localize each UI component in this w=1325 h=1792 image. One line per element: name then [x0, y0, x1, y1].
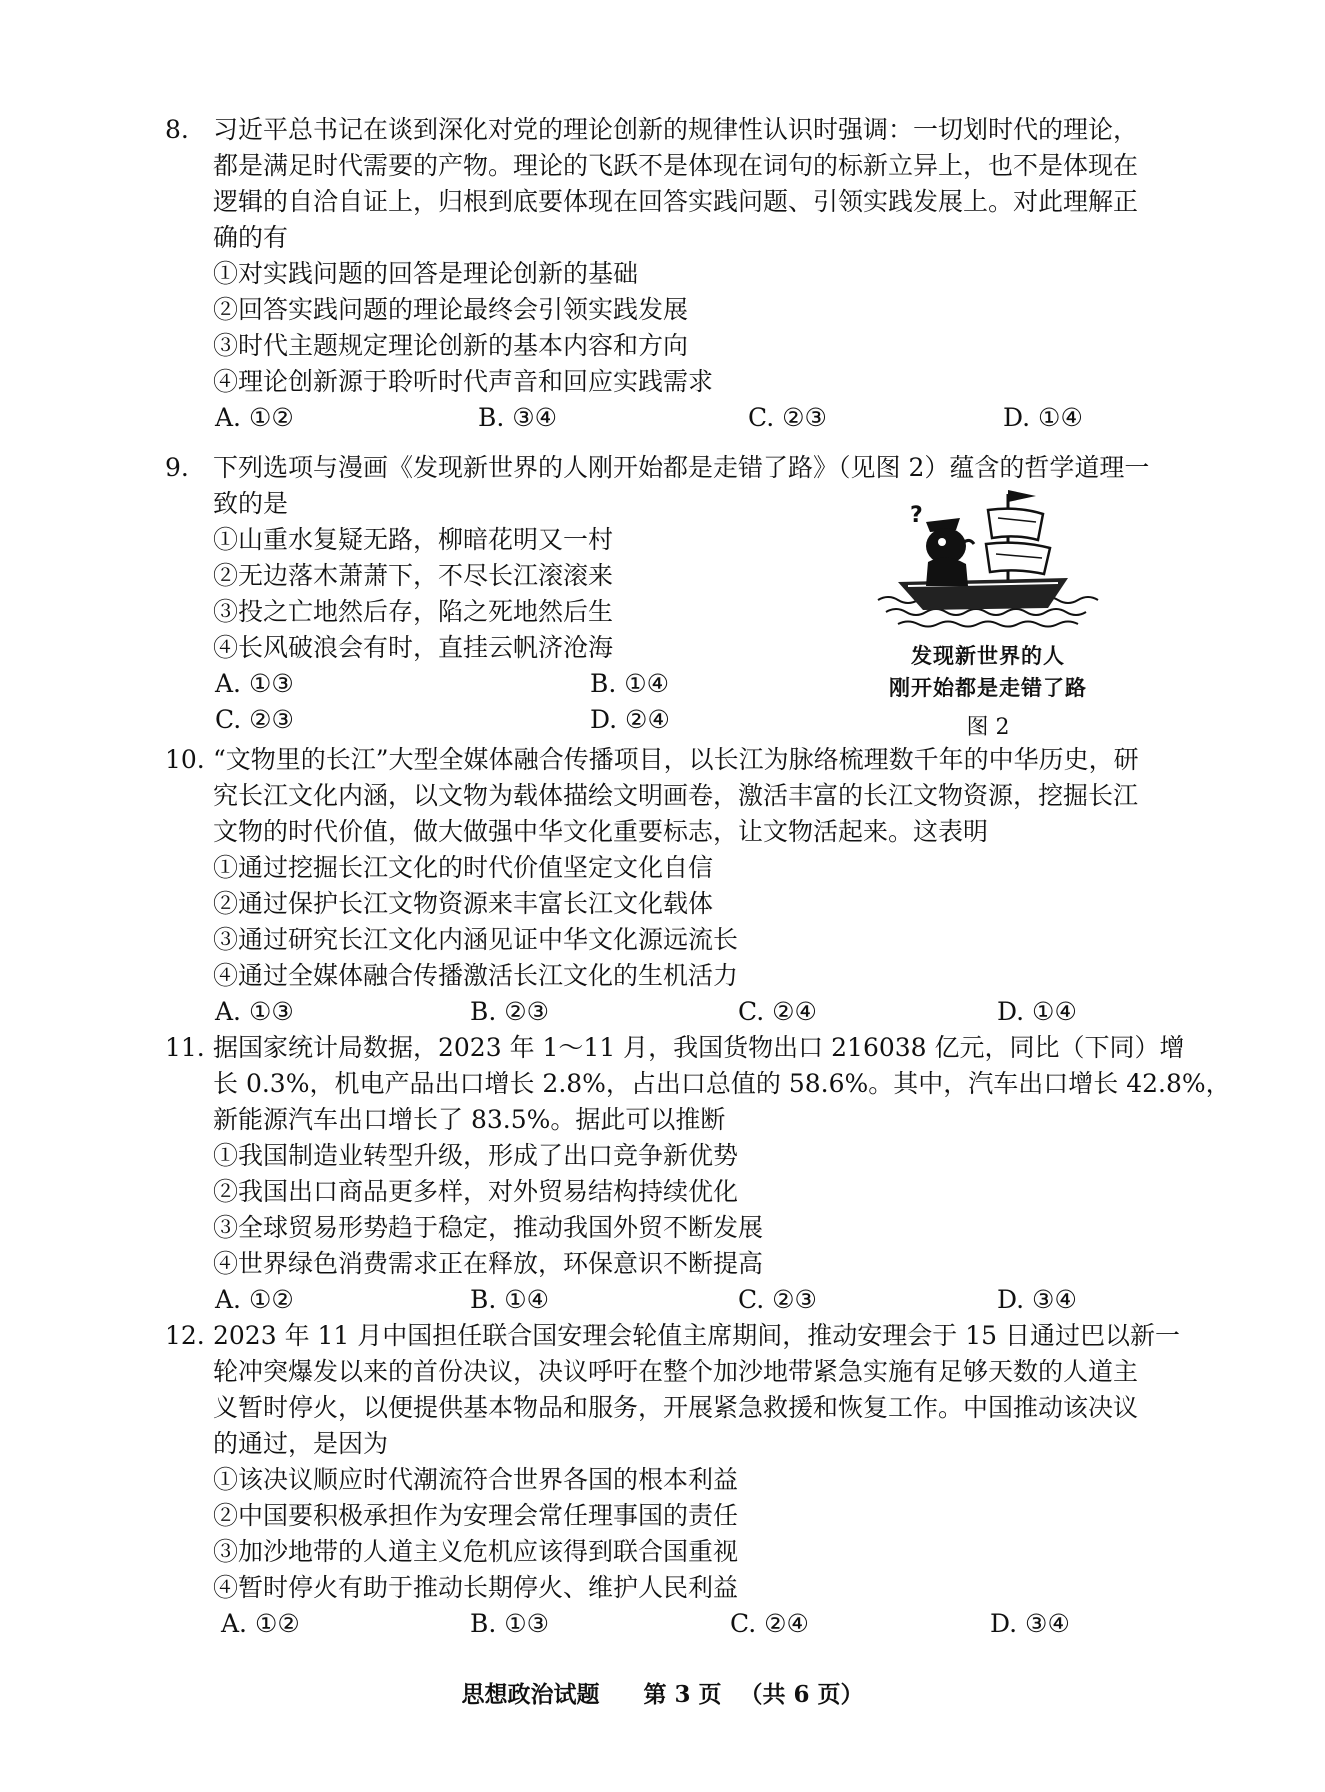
ship-cartoon-image: [868, 482, 1108, 632]
question-stem: 新能源汽车出口增长了 83.5%。据此可以推断: [213, 1105, 726, 1134]
answer-choices: [165, 400, 1180, 436]
footer-page-number: 第 3 页: [643, 1681, 722, 1708]
cartoon-caption-line2: 刚开始都是走错了路: [889, 676, 1087, 700]
statement-option: ①通过挖掘长江文化的时代价值坚定文化自信: [213, 853, 714, 882]
question-8: [165, 112, 1180, 436]
choice-d: D. ③④: [990, 1609, 1070, 1638]
choice-b: B. ③④: [478, 403, 558, 432]
statement-option: ①我国制造业转型升级，形成了出口竞争新优势: [213, 1141, 739, 1170]
statement-option: ③投之亡地然后存，陷之死地然后生: [213, 597, 614, 626]
statement-option: ④理论创新源于聆听时代声音和回应实践需求: [213, 367, 714, 396]
footer-subject: 思想政治试题: [461, 1681, 600, 1708]
question-11: [165, 1030, 1231, 1318]
question-stem: 确的有: [213, 223, 289, 252]
statement-option: ②无边落木萧萧下，不尽长江滚滚来: [213, 561, 614, 590]
statement-option: ①山重水复疑无路，柳暗花明又一村: [213, 525, 614, 554]
footer-total-pages: （共 6 页）: [739, 1681, 864, 1708]
statement-option: ①对实践问题的回答是理论创新的基础: [213, 259, 639, 288]
question-stem: 逻辑的自洽自证上，归根到底要体现在回答实践问题、引领实践发展上。对此理解正: [213, 187, 1139, 216]
choice-b: B. ①③: [470, 1609, 550, 1638]
choice-b: B. ②③: [470, 997, 550, 1026]
choice-b: B. ①④: [590, 669, 670, 698]
answer-choices: [165, 1606, 1180, 1642]
statement-option: ②中国要积极承担作为安理会常任理事国的责任: [213, 1501, 739, 1530]
question-stem: 习近平总书记在谈到深化对党的理论创新的规律性认识时强调：一切划时代的理论，: [213, 115, 1139, 144]
choice-c: C. ②③: [738, 1285, 817, 1314]
choice-a: A. ①②: [221, 1609, 300, 1638]
choice-c: C. ②④: [730, 1609, 809, 1638]
page-footer: [0, 1676, 1325, 1709]
choice-d: D. ②④: [590, 705, 670, 734]
choice-c: C. ②③: [215, 705, 294, 734]
statement-option: ④暂时停火有助于推动长期停火、维护人民利益: [213, 1573, 739, 1602]
statement-option: ④通过全媒体融合传播激活长江文化的生机活力: [213, 961, 739, 990]
cartoon-caption-line1: 发现新世界的人: [911, 644, 1065, 668]
choice-d: D. ③④: [997, 1285, 1077, 1314]
choice-a: A. ①②: [215, 403, 294, 432]
choice-c: C. ②③: [748, 403, 827, 432]
answer-choices: [165, 1282, 1180, 1318]
question-stem: 2023 年 11 月中国担任联合国安理会轮值主席期间，推动安理会于 15 日通过巴以新一: [213, 1321, 1180, 1350]
question-stem: “文物里的长江”大型全媒体融合传播项目，以长江为脉络梳理数千年的中华历史，研: [213, 745, 1139, 774]
question-number: 9.: [165, 453, 189, 482]
question-stem: 的通过，是因为: [213, 1429, 389, 1458]
question-number: 8.: [165, 115, 189, 144]
statement-option: ③时代主题规定理论创新的基本内容和方向: [213, 331, 689, 360]
question-stem: 轮冲突爆发以来的首份决议，决议呼吁在整个加沙地带紧急实施有足够天数的人道主: [213, 1357, 1139, 1386]
question-stem: 长 0.3%，机电产品出口增长 2.8%，占出口总值的 58.6%。其中，汽车出口增长 42.8%，: [213, 1069, 1231, 1098]
question-stem: 致的是: [213, 489, 289, 518]
statement-option: ③全球贸易形势趋于稳定，推动我国外贸不断发展: [213, 1213, 764, 1242]
question-number: 10.: [165, 745, 205, 774]
figure-label: 图 2: [966, 715, 1010, 740]
statement-option: ②通过保护长江文物资源来丰富长江文化载体: [213, 889, 714, 918]
question-10: [165, 742, 1180, 1030]
question-number: 12.: [165, 1321, 205, 1350]
svg-text:?: ?: [910, 503, 923, 528]
answer-choices: [165, 994, 1180, 1030]
question-number: 11.: [165, 1033, 205, 1062]
choice-d: D. ①④: [997, 997, 1077, 1026]
choice-d: D. ①④: [1003, 403, 1083, 432]
choice-a: A. ①③: [215, 669, 294, 698]
statement-option: ③通过研究长江文化内涵见证中华文化源远流长: [213, 925, 739, 954]
statement-option: ④世界绿色消费需求正在释放，环保意识不断提高: [213, 1249, 764, 1278]
question-stem: 都是满足时代需要的产物。理论的飞跃不是体现在词句的标新立异上，也不是体现在: [213, 151, 1139, 180]
question-stem: 下列选项与漫画《发现新世界的人刚开始都是走错了路》（见图 2）蕴含的哲学道理一: [213, 453, 1150, 482]
statement-option: ③加沙地带的人道主义危机应该得到联合国重视: [213, 1537, 739, 1566]
choice-c: C. ②④: [738, 997, 817, 1026]
choice-a: A. ①③: [215, 997, 294, 1026]
statement-option: ②我国出口商品更多样，对外贸易结构持续优化: [213, 1177, 739, 1206]
question-stem: 究长江文化内涵，以文物为载体描绘文明画卷，激活丰富的长江文物资源，挖掘长江: [213, 781, 1139, 810]
question-12: [165, 1318, 1180, 1642]
choice-b: B. ①④: [470, 1285, 550, 1314]
statement-option: ①该决议顺应时代潮流符合世界各国的根本利益: [213, 1465, 739, 1494]
question-stem: 文物的时代价值，做大做强中华文化重要标志，让文物活起来。这表明: [213, 817, 989, 846]
choice-a: A. ①②: [215, 1285, 294, 1314]
question-stem: 义暂时停火，以便提供基本物品和服务，开展紧急救援和恢复工作。中国推动该决议: [213, 1393, 1139, 1422]
statement-option: ④长风破浪会有时，直挂云帆济沧海: [213, 633, 614, 662]
statement-option: ②回答实践问题的理论最终会引领实践发展: [213, 295, 689, 324]
question-stem: 据国家统计局数据，2023 年 1～11 月，我国货物出口 216038 亿元，同比（下同）增: [213, 1033, 1185, 1062]
cartoon-figure: [868, 482, 1108, 740]
